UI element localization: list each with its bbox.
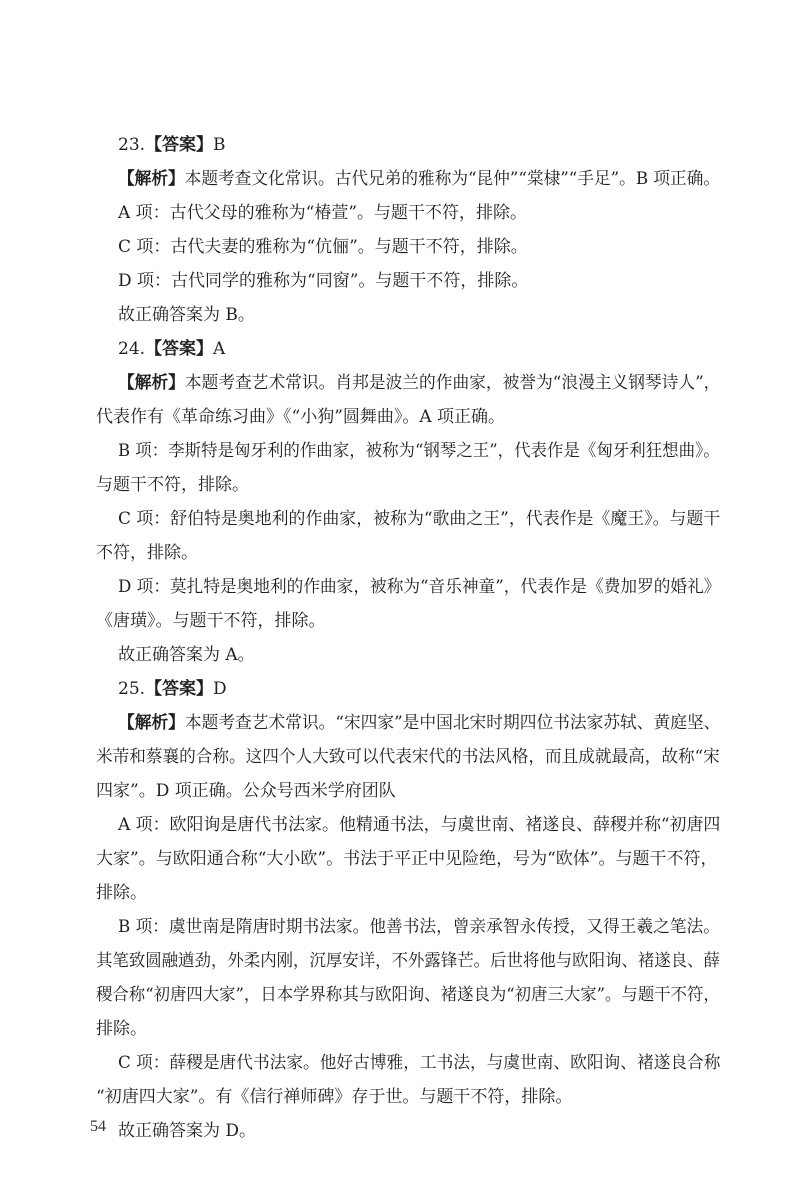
text-line: [118, 570, 720, 604]
answer-heading: [118, 128, 226, 162]
line-text: 《唐璜》。与题干不符，排除。: [96, 611, 326, 631]
answer-label: 【答案】: [145, 339, 214, 359]
text-line: [96, 1012, 147, 1046]
text-line: [118, 230, 528, 264]
line-text: 其笔致圆融遒劲，外柔内刚，沉厚安详，不外露锋芒。后世将他与欧阳询、褚遂良、薛: [96, 951, 720, 971]
line-text: C 项：薛稷是唐代书法家。他好古博雅，工书法，与虞世南、欧阳询、褚遂良合称: [118, 1053, 721, 1073]
text-line: [118, 196, 527, 230]
analysis-paragraph: [118, 366, 720, 400]
line-text: 故正确答案为 A。: [118, 645, 255, 665]
text-line: [96, 978, 720, 1012]
text-line: [96, 740, 720, 774]
text-line: [118, 502, 720, 536]
question-number: 24.: [118, 339, 146, 359]
text-line: [96, 944, 720, 978]
analysis-text: 本题考查文化常识。古代兄弟的雅称为“昆仲”“棠棣”“手足”。B 项正确。: [184, 169, 721, 189]
answer-heading: [118, 332, 225, 366]
text-line: [118, 434, 720, 468]
line-text: 与题干不符，排除。: [96, 475, 249, 495]
text-line: [96, 774, 396, 808]
line-text: 故正确答案为 B。: [118, 305, 255, 325]
question-number: 25.: [118, 679, 146, 699]
line-text: B 项：虞世南是隋唐时期书法家。他善书法，曾亲承智永传授，又得王羲之笔法。: [118, 917, 720, 937]
text-line: [96, 604, 326, 638]
line-text: 排除。: [96, 1019, 147, 1039]
line-text: “初唐四大家”。有《信行禅师碑》存于世。与题干不符，排除。: [96, 1087, 573, 1107]
answer-heading: [118, 672, 227, 706]
text-line: [118, 298, 255, 332]
line-text: C 项：舒伯特是奥地利的作曲家，被称为“歌曲之王”，代表作是《魔王》。与题干: [118, 509, 721, 529]
line-text: 故正确答案为 D。: [118, 1121, 257, 1141]
answer-value: A: [213, 339, 226, 359]
line-text: 米芾和蔡襄的合称。这四个人大致可以代表宋代的书法风格，而且成就最高，故称“宋: [96, 747, 720, 767]
text-line: [96, 876, 147, 910]
text-line: [118, 1114, 256, 1148]
line-text: A 项：古代父母的雅称为“椿萱”。与题干不符，排除。: [118, 203, 528, 223]
analysis-text: 本题考查艺术常识。“宋四家”是中国北宋时期四位书法家苏轼、黄庭坚、: [184, 713, 721, 733]
analysis-label: 【解析】: [118, 169, 185, 189]
text-line: [118, 808, 720, 842]
text-line: [118, 264, 528, 298]
text-line: [96, 400, 505, 434]
text-line: [118, 1046, 720, 1080]
analysis-paragraph: [118, 706, 720, 740]
line-text: C 项：古代夫妻的雅称为“伉俪”。与题干不符，排除。: [118, 237, 528, 257]
answer-label: 【答案】: [145, 679, 214, 699]
analysis-label: 【解析】: [118, 373, 185, 393]
line-text: D 项：莫扎特是奥地利的作曲家，被称为“音乐神童”，代表作是《费加罗的婚礼》: [118, 577, 721, 597]
analysis-label: 【解析】: [118, 713, 185, 733]
line-text: 代表作有《革命练习曲》《“小狗”圆舞曲》。A 项正确。: [96, 407, 506, 427]
line-text: A 项：欧阳询是唐代书法家。他精通书法，与虞世南、褚遂良、薛稷并称“初唐四: [118, 815, 721, 835]
answer-label: 【答案】: [145, 135, 214, 155]
question-number: 23.: [118, 135, 146, 155]
text-line: [118, 638, 255, 672]
text-line: [118, 910, 720, 944]
answer-value: B: [213, 135, 226, 155]
text-line: [96, 536, 198, 570]
line-text: 不符，排除。: [96, 543, 198, 563]
analysis-text: 本题考查艺术常识。肖邦是波兰的作曲家，被誉为“浪漫主义钢琴诗人”，: [184, 373, 721, 393]
page-number: 54: [90, 1118, 106, 1135]
line-text: 四家”。D 项正确。公众号西米学府团队: [96, 781, 396, 801]
analysis-paragraph: [118, 162, 720, 196]
line-text: D 项：古代同学的雅称为“同窗”。与题干不符，排除。: [118, 271, 529, 291]
text-line: [96, 842, 717, 876]
text-line: [96, 1080, 572, 1114]
answer-value: D: [213, 679, 227, 699]
text-line: [96, 468, 249, 502]
line-text: 大家”。与欧阳通合称“大小欧”。书法于平正中见险绝，号为“欧体”。与题干不符，: [96, 849, 718, 869]
line-text: 稷合称“初唐四大家”，日本学界称其与欧阳询、褚遂良为“初唐三大家”。与题干不符，: [96, 985, 720, 1005]
line-text: 排除。: [96, 883, 147, 903]
line-text: B 项：李斯特是匈牙利的作曲家，被称为“钢琴之王”，代表作是《匈牙利狂想曲》。: [118, 441, 720, 461]
